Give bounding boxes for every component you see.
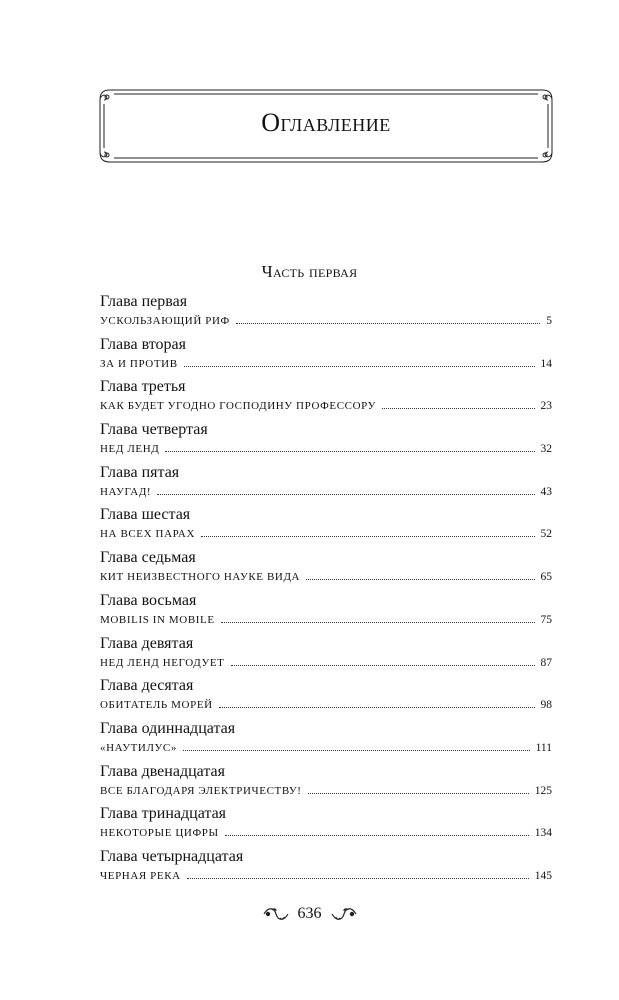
page-number: 23 <box>540 400 552 413</box>
chapter-label: Глава одиннадцатая <box>100 719 236 737</box>
chapter-label: Глава двенадцатая <box>100 762 225 780</box>
chapter-title-line <box>100 569 552 585</box>
chapter-label: Глава четвертая <box>100 421 208 439</box>
toc-entry[interactable] <box>100 634 552 677</box>
left-flourish-icon <box>262 905 290 923</box>
chapter-label: Глава пятая <box>100 463 180 481</box>
chapter-title-line <box>100 825 552 841</box>
toc-entry[interactable] <box>100 762 552 805</box>
chapter-label: Глава седьмая <box>100 549 196 567</box>
leader-dots <box>225 835 529 836</box>
chapter-title: УСКОЛЬЗАЮЩИЙ РИФ <box>100 315 230 327</box>
chapter-title: ОБИТАТЕЛЬ МОРЕЙ <box>100 699 213 712</box>
page-number: 134 <box>534 827 552 840</box>
chapter-title-line <box>100 441 552 457</box>
chapter-title-line <box>100 740 552 756</box>
chapter-title-line <box>100 398 552 414</box>
toc-entry[interactable] <box>100 505 552 548</box>
chapter-title-line <box>100 612 552 628</box>
page-number: 75 <box>540 613 552 626</box>
chapter-title: НЕД ЛЕНД <box>100 443 160 456</box>
toc-entry[interactable] <box>100 420 552 463</box>
leader-dots <box>183 750 530 751</box>
chapter-title-line <box>100 783 552 799</box>
page-number: 125 <box>534 784 552 797</box>
page-number: 111 <box>535 741 552 754</box>
chapter-title: НА ВСЕХ ПАРАХ <box>100 528 196 541</box>
leader-dots <box>231 665 535 666</box>
chapter-label: Глава девятая <box>100 634 194 652</box>
chapter-title-line <box>100 313 552 329</box>
chapter-title: КАК БУДЕТ УГОДНО ГОСПОДИНУ ПРОФЕССОРУ <box>100 400 376 413</box>
leader-dots <box>306 579 534 580</box>
toc-entry[interactable] <box>100 292 552 335</box>
chapter-title: ВСЕ БЛАГОДАРЯ ЭЛЕКТРИЧЕСТВУ! <box>100 784 302 797</box>
page-number: 43 <box>540 485 552 498</box>
page-number: 5 <box>546 315 552 327</box>
chapter-label: Глава вторая <box>100 335 186 353</box>
chapter-title-line <box>100 655 552 671</box>
page-number: 65 <box>540 571 552 584</box>
chapter-label: Глава четырнадцатая <box>100 847 244 865</box>
leader-dots <box>201 536 534 537</box>
leader-dots <box>236 323 540 324</box>
chapter-title: НАУГАД! <box>100 485 152 498</box>
chapter-title: «НАУТИЛУС» <box>100 741 177 754</box>
chapter-title: ЧЕРНАЯ РЕКА <box>100 869 181 882</box>
leader-dots <box>219 707 535 708</box>
chapter-title-line <box>100 484 552 500</box>
toc-entry[interactable] <box>100 719 552 762</box>
leader-dots <box>165 451 534 452</box>
leader-dots <box>157 494 534 495</box>
leader-dots <box>184 366 535 367</box>
chapter-title: MOBILIS IN MOBILE <box>100 613 215 626</box>
toc-entry[interactable] <box>100 591 552 634</box>
toc-entry[interactable] <box>100 548 552 591</box>
page-number: 145 <box>534 869 552 882</box>
page-title: Оглавление <box>261 108 391 137</box>
chapter-label: Глава десятая <box>100 677 194 695</box>
page-number: 52 <box>540 528 552 541</box>
toc-entry[interactable] <box>100 804 552 847</box>
chapter-label: Глава первая <box>100 293 188 310</box>
page-number: 87 <box>540 656 552 669</box>
page-footer <box>0 905 619 923</box>
table-of-contents <box>100 292 552 890</box>
leader-dots <box>187 878 529 879</box>
chapter-title-line <box>100 526 552 542</box>
page-number-footer: 636 <box>297 905 322 923</box>
leader-dots <box>308 793 529 794</box>
chapter-label: Глава тринадцатая <box>100 805 227 823</box>
chapter-title-line <box>100 868 552 884</box>
page-number: 98 <box>540 699 552 712</box>
right-flourish-icon <box>330 905 358 923</box>
chapter-title: КИТ НЕИЗВЕСТНОГО НАУКЕ ВИДА <box>100 571 301 584</box>
chapter-label: Глава шестая <box>100 506 191 524</box>
page-number: 32 <box>540 443 552 456</box>
toc-entry[interactable] <box>100 377 552 420</box>
page-number: 14 <box>540 357 552 370</box>
part-title: Часть первая <box>261 262 358 281</box>
toc-entry[interactable] <box>100 847 552 890</box>
chapter-title: ЗА И ПРОТИВ <box>100 357 178 370</box>
toc-entry[interactable] <box>100 463 552 506</box>
toc-entry[interactable] <box>100 676 552 719</box>
toc-entry[interactable] <box>100 335 552 378</box>
leader-dots <box>221 622 535 623</box>
chapter-title: НЕКОТОРЫЕ ЦИФРЫ <box>100 827 219 840</box>
leader-dots <box>382 408 535 409</box>
chapter-title: НЕД ЛЕНД НЕГОДУЕТ <box>100 656 225 669</box>
chapter-title-line <box>100 356 552 372</box>
chapter-label: Глава третья <box>100 378 186 396</box>
chapter-title-line <box>100 697 552 713</box>
title-frame <box>96 86 556 166</box>
chapter-label: Глава восьмая <box>100 591 197 609</box>
